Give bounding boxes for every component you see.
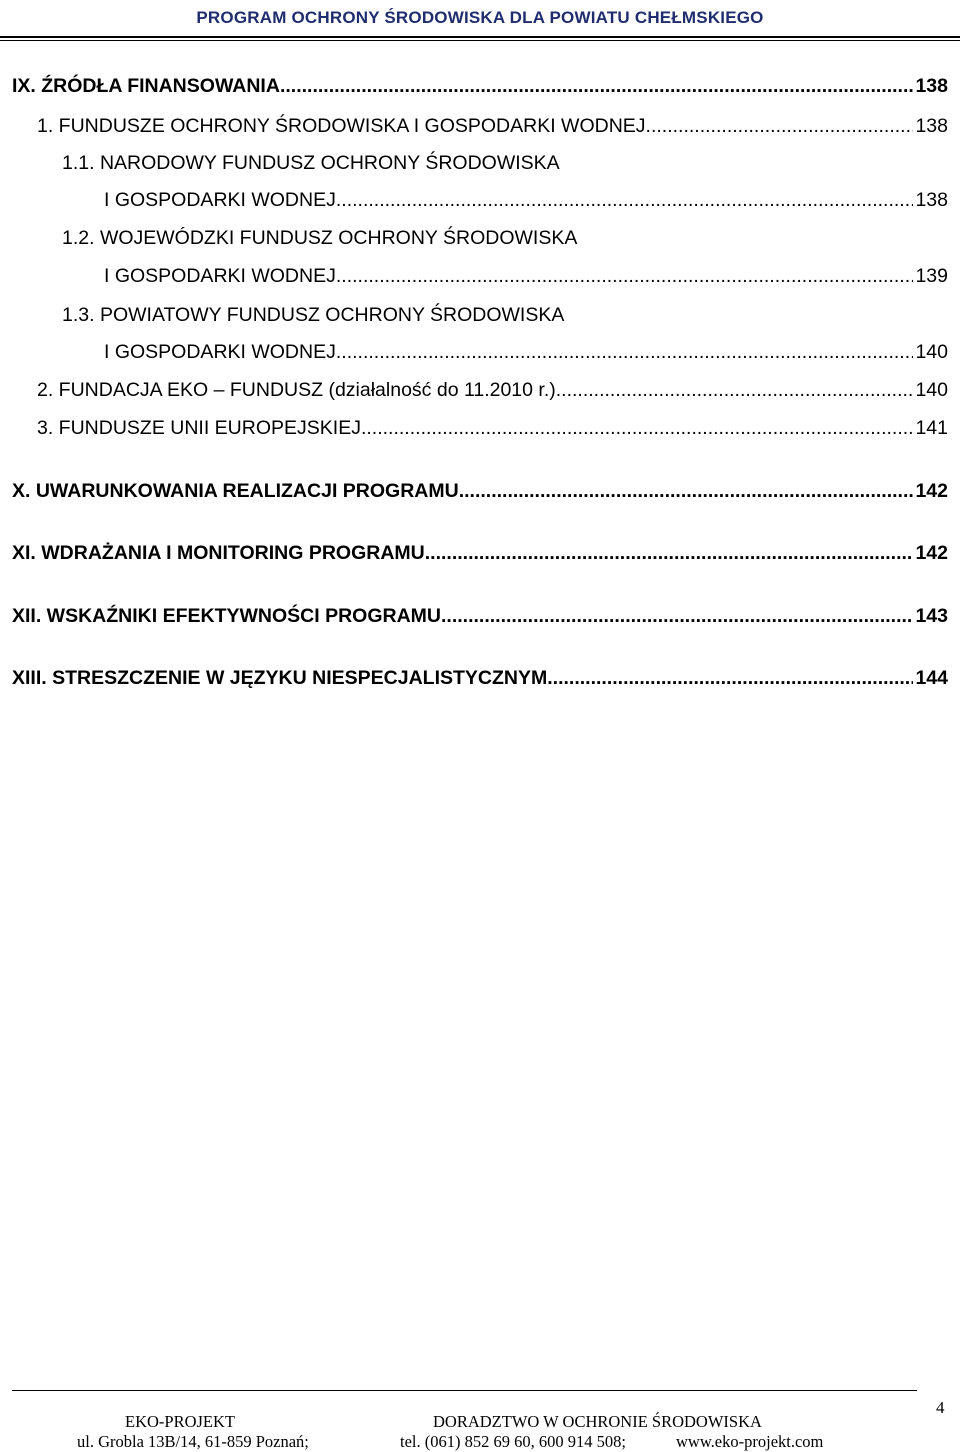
toc-leader-dots: [547, 666, 913, 690]
toc-entry-3[interactable]: [37, 416, 948, 440]
toc-leader-dots: [361, 416, 913, 440]
toc-entry-title: XI. WDRAŻANIA I MONITORING PROGRAMU: [12, 542, 425, 564]
footer-website-link[interactable]: www.eko-projekt.com: [676, 1432, 824, 1451]
toc-entry-title: 1. FUNDUSZE OCHRONY ŚRODOWISKA I GOSPODARKI WODNEJ: [37, 115, 646, 137]
footer-tagline: DORADZTWO W OCHRONIE ŚRODOWISKA: [433, 1412, 762, 1431]
footer-phone: tel. (061) 852 69 60, 600 914 508;: [400, 1432, 626, 1451]
toc-page-number: 138: [915, 189, 948, 211]
toc-entry-2[interactable]: [37, 378, 948, 402]
toc-entry-title: IX. ŹRÓDŁA FINANSOWANIA: [12, 75, 280, 97]
toc-page-number: 140: [915, 341, 948, 363]
toc-leader-dots: [459, 479, 914, 503]
toc-leader-dots: [441, 604, 913, 628]
toc-entry-1-2[interactable]: [104, 264, 948, 288]
toc-entry-title: X. UWARUNKOWANIA REALIZACJI PROGRAMU: [12, 480, 459, 502]
footer-divider: [12, 1390, 917, 1391]
toc-page-number: 139: [915, 265, 948, 287]
toc-entry-title: I GOSPODARKI WODNEJ: [104, 341, 336, 363]
toc-page-number: 142: [915, 542, 948, 564]
toc-entry-1-3-line1[interactable]: 1.3. POWIATOWY FUNDUSZ OCHRONY ŚRODOWISKA: [62, 304, 565, 326]
toc-page-number: 142: [915, 480, 948, 502]
toc-entry-ix[interactable]: [12, 74, 948, 98]
toc-page-number: 144: [915, 667, 948, 689]
toc-entry-title: I GOSPODARKI WODNEJ: [104, 265, 336, 287]
toc-entry-title: 2. FUNDACJA EKO – FUNDUSZ (działalność do 11.2010 r.): [37, 379, 556, 401]
toc-page-number: 138: [915, 115, 948, 137]
toc-entry-xi[interactable]: [12, 541, 948, 565]
toc-entry-1-3[interactable]: [104, 340, 948, 364]
toc-entry-1-1[interactable]: [104, 188, 948, 212]
toc-entry-1-1-line1[interactable]: 1.1. NARODOWY FUNDUSZ OCHRONY ŚRODOWISKA: [62, 152, 560, 174]
toc-entry-xiii[interactable]: [12, 666, 948, 690]
toc-page-number: 140: [915, 379, 948, 401]
toc-entry-title: XIII. STRESZCZENIE W JĘZYKU NIESPECJALISTYCZNYM: [12, 667, 548, 689]
page-header-title: PROGRAM OCHRONY ŚRODOWISKA DLA POWIATU CHEŁMSKIEGO: [196, 8, 764, 27]
toc-entry-title: XII. WSKAŹNIKI EFEKTYWNOŚCI PROGRAMU: [12, 605, 441, 627]
toc-leader-dots: [336, 188, 914, 212]
toc-leader-dots: [336, 264, 914, 288]
toc-entry-title: I GOSPODARKI WODNEJ: [104, 189, 336, 211]
toc-entry-xii[interactable]: [12, 604, 948, 628]
toc-page-number: 138: [915, 75, 948, 97]
toc-leader-dots: [336, 340, 914, 364]
toc-leader-dots: [646, 114, 914, 138]
toc-entry-title: 3. FUNDUSZE UNII EUROPEJSKIEJ: [37, 417, 361, 439]
toc-page-number: 141: [915, 417, 948, 439]
toc-leader-dots: [280, 74, 914, 98]
toc-entry-x[interactable]: [12, 479, 948, 503]
footer-address: ul. Grobla 13B/14, 61-859 Poznań;: [77, 1432, 309, 1451]
table-of-contents: [0, 0, 960, 720]
toc-leader-dots: [425, 541, 914, 565]
footer-company: EKO-PROJEKT: [125, 1412, 235, 1431]
toc-entry-1-2-line1[interactable]: 1.2. WOJEWÓDZKI FUNDUSZ OCHRONY ŚRODOWISKA: [62, 227, 578, 249]
toc-page-number: 143: [915, 605, 948, 627]
toc-entry-1[interactable]: [37, 114, 948, 138]
page-number: 4: [936, 1398, 945, 1417]
toc-leader-dots: [556, 378, 914, 402]
